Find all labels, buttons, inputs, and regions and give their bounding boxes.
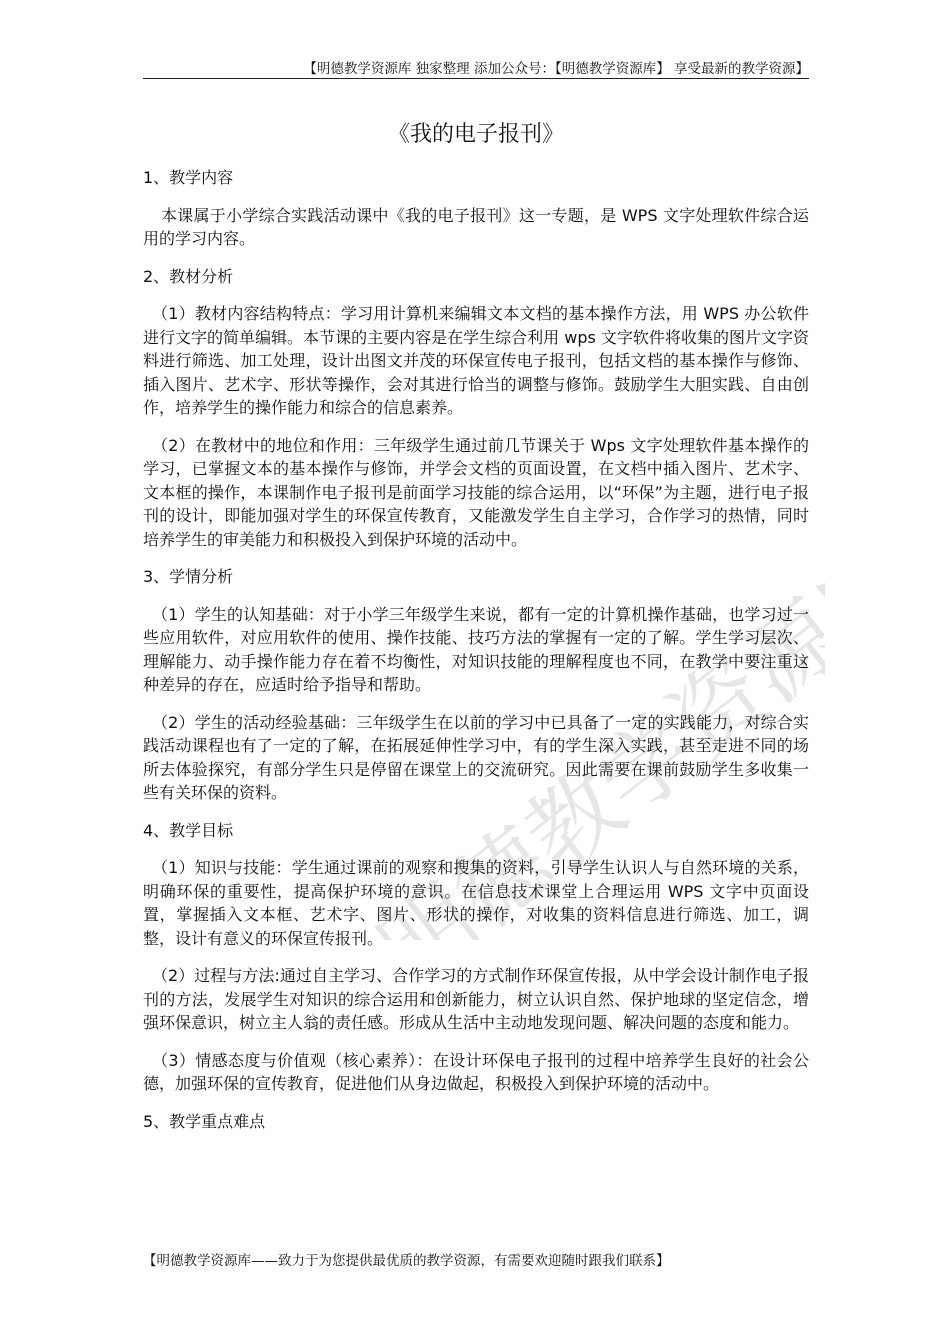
section (143, 265, 809, 552)
page-footer: 【明德教学资源库——致力于为您提供最优质的教学资源，有需要欢迎随时跟我们联系】 (143, 1253, 670, 1269)
paragraph: （3）情感态度与价值观（核心素养）：在设计环保电子报刊的过程中培养学生良好的社会公德，加强环保的宣传教育，促进他们从身边做起，积极投入到保护环境的活动中。 (143, 1050, 809, 1093)
section-heading: 4、教学目标 (143, 820, 234, 840)
page-header: 【明德教学资源库 独家整理 添加公众号：【明德教学资源库】 享受最新的教学资源】 (303, 61, 809, 77)
paragraph: 本课属于小学综合实践活动课中《我的电子报刊》这一专题，是 WPS 文字处理软件综合运用的学习内容。 (143, 205, 809, 248)
section (143, 565, 809, 805)
section-heading: 1、教学内容 (143, 168, 234, 187)
section (143, 1110, 809, 1134)
paragraph: （2）在教材中的地位和作用：三年级学生通过前几节课关于 Wps 文字处理软件基本操作的学习，已掌握文本的基本操作与修饰，并学会文档的页面设置，在文档中插入图片、艺术字、文本框的操作，本课制作电子报刊是前面学习技能的综合运用，以“环保”为主题，进行电子报刊的设计，即能加强对学生的环保宣传教育，又能激发学生自主学习，合作学习的热情，同时培养学生的审美能力和积极投入到保护环境的活动中。 (143, 435, 809, 549)
document-body (143, 166, 809, 1147)
section (143, 819, 809, 1096)
section (143, 166, 809, 251)
paragraph: （1）学生的认知基础：对于小学三年级学生来说，都有一定的计算机操作基础，也学习过一些应用软件，对应用软件的使用、操作技能、技巧方法的掌握有一定的了解。学生学习层次、理解能力、动手操作能力存在着不均衡性，对知识技能的理解程度也不同，在教学中要注重这种差异的存在，应适时给予指导和帮助。 (143, 604, 809, 694)
section-heading: 2、教材分析 (143, 266, 234, 286)
paragraph: （2）学生的活动经验基础：三年级学生在以前的学习中已具备了一定的实践能力，对综合实践活动课程也有了一定的了解，在拓展延伸性学习中，有的学生深入实践，甚至走进不同的场所去体验探究，有部分学生只是停留在课堂上的交流研究。因此需要在课前鼓励学生多收集一些有关环保的资料。 (143, 712, 809, 802)
paragraph: （1）教材内容结构特点：学习用计算机来编辑文本文档的基本操作方法，用 WPS 办公软件进行文字的简单编辑。本节课的主要内容是在学生综合利用 wps 文字软件将收集的图片文字资料进行筛选、加工处理，设计出图文并茂的环保宣传电子报刊，包括文档的基本操作与修饰、插入图片、艺术字、形状等操作，会对其进行恰当的调整与修饰。鼓励学生大胆实践、自由创作，培养学生的操作能力和综合的信息素养。 (143, 304, 809, 417)
document-title: 《我的电子报刊》 (387, 122, 564, 147)
section-heading: 5、教学重点难点 (143, 1111, 266, 1131)
paragraph: （1）知识与技能：学生通过课前的观察和搜集的资料，引导学生认识人与自然环境的关系，明确环保的重要性，提高保护环境的意识。在信息技术课堂上合理运用 WPS 文字中页面设置，掌握插入文本框、艺术字、图片、形状的操作，对收集的资料信息进行筛选、加工，调整，设计有意义的环保宣传报刊。 (143, 858, 809, 948)
section-heading: 3、学情分析 (143, 567, 234, 586)
paragraph: （2）过程与方法:通过自主学习、合作学习的方式制作环保宣传报，从中学会设计制作电子报刊的方法，发展学生对知识的综合运用和创新能力，树立认识自然、保护地球的坚定信念，增强环保意识，树立主人翁的责任感。形成从生活中主动地发现问题、解决问题的态度和能力。 (143, 966, 809, 1032)
header-divider (143, 78, 809, 79)
watermark-text: 明德教学资源库 (360, 524, 825, 940)
